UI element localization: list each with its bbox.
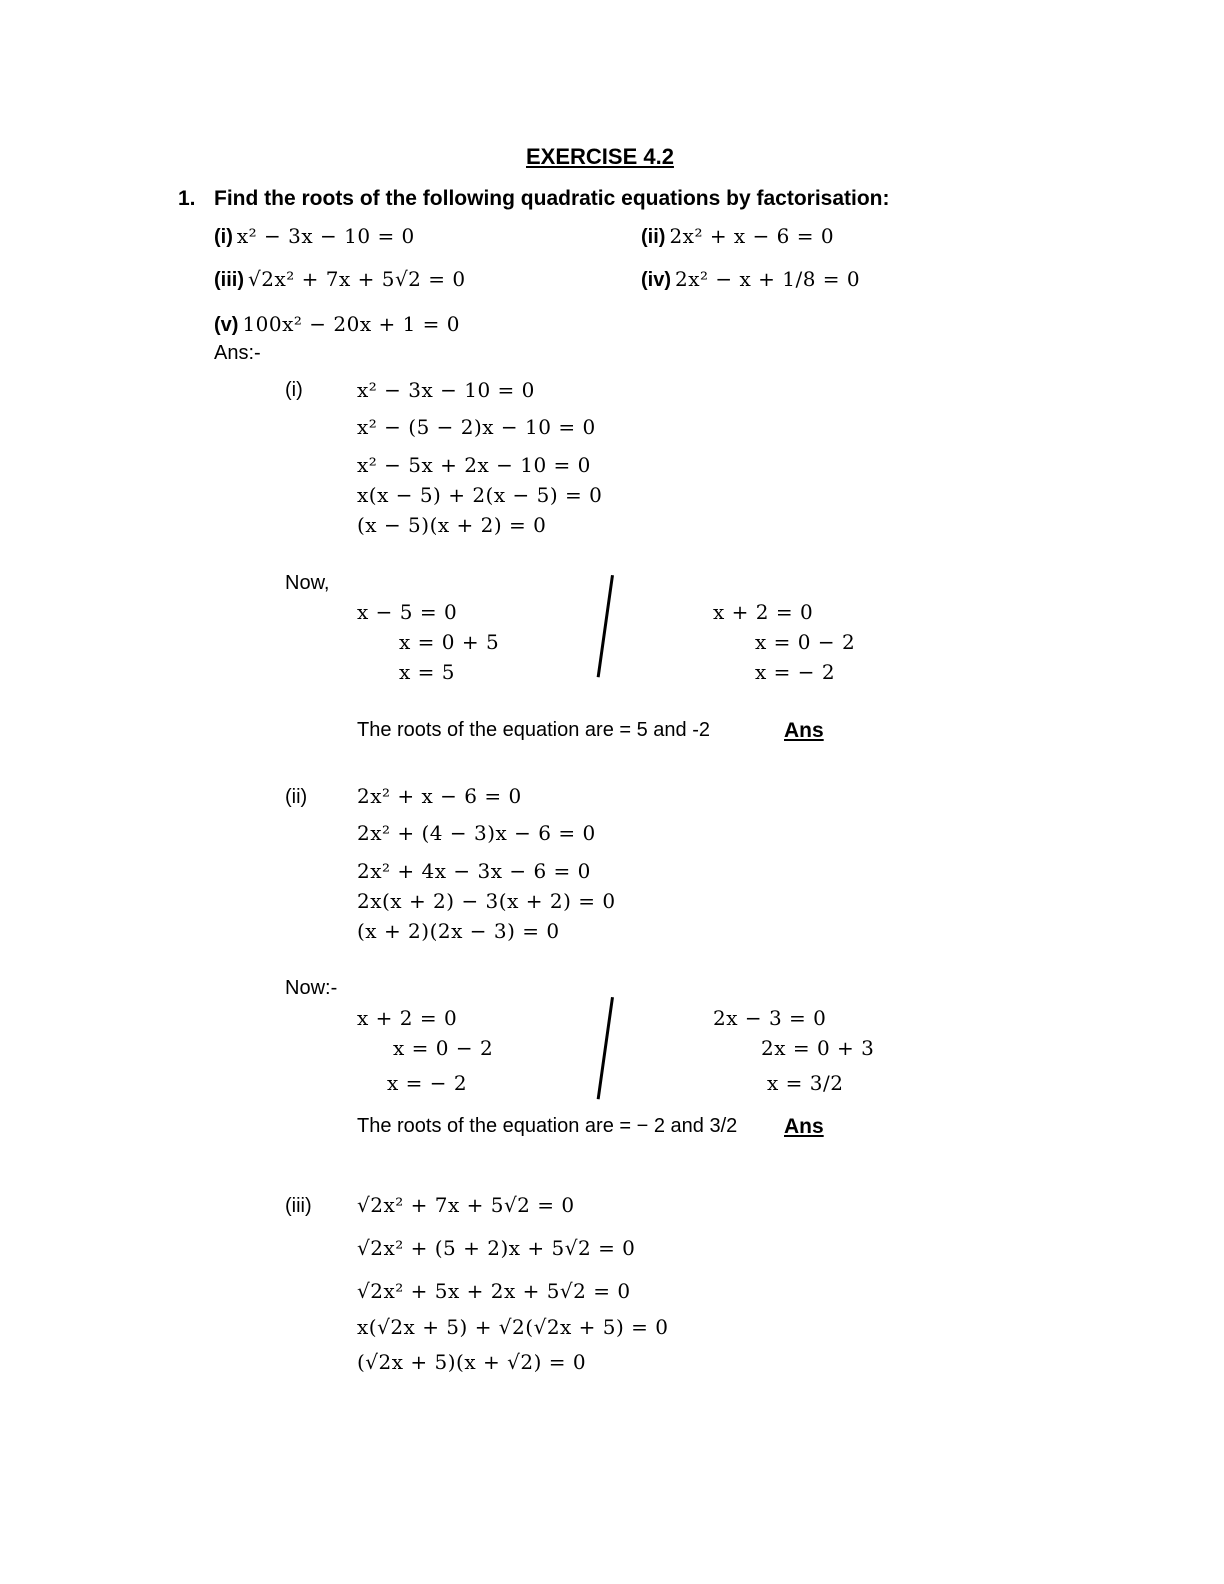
- solution-ii-step-4: 2x(x + 2) − 3(x + 2) = 0: [357, 889, 616, 913]
- question-text: Find the roots of the following quadratic equations by factorisation:: [214, 187, 890, 210]
- solution-i-conclusion: The roots of the equation are = 5 and -2: [357, 719, 711, 741]
- solution-ii-step-3: 2x² + 4x − 3x − 6 = 0: [357, 859, 591, 883]
- solution-i-right-2: x = 0 − 2: [755, 630, 856, 654]
- solution-i-right-3: x = − 2: [755, 660, 836, 684]
- question-number: 1.: [178, 187, 196, 210]
- solution-ii-conclusion: The roots of the equation are = − 2 and 3/2: [357, 1115, 738, 1137]
- solution-i-step-5: (x − 5)(x + 2) = 0: [357, 513, 547, 537]
- solution-i-divider: [597, 575, 614, 677]
- solution-i-step-1: x² − 3x − 10 = 0: [357, 378, 535, 402]
- solution-ii-step-2: 2x² + (4 − 3)x − 6 = 0: [357, 821, 596, 845]
- solution-iii-step-5: (√2x + 5)(x + √2) = 0: [357, 1350, 587, 1374]
- question-part-i: [214, 224, 415, 249]
- question-part-iv: [641, 267, 860, 292]
- solution-i-right-1: x + 2 = 0: [713, 600, 814, 624]
- part-label: (i): [214, 226, 233, 248]
- solution-iii-step-4: x(√2x + 5) + √2(√2x + 5) = 0: [357, 1315, 669, 1339]
- solution-ii-divider: [597, 997, 614, 1099]
- solution-ii-now-label: Now:-: [285, 977, 338, 999]
- question-part-iii: [214, 267, 466, 292]
- part-label: (v): [214, 314, 239, 336]
- solution-ii-step-5: (x + 2)(2x − 3) = 0: [357, 919, 560, 943]
- solution-i-step-3: x² − 5x + 2x − 10 = 0: [357, 453, 591, 477]
- solution-i-label: (i): [285, 379, 303, 401]
- solution-ii-left-2: x = 0 − 2: [393, 1036, 494, 1060]
- solution-ii-right-1: 2x − 3 = 0: [713, 1006, 827, 1030]
- solution-ii-step-1: 2x² + x − 6 = 0: [357, 784, 522, 808]
- solution-i-left-3: x = 5: [399, 660, 455, 684]
- equation: 100x² − 20x + 1 = 0: [242, 312, 461, 336]
- solution-ii-left-3: x = − 2: [387, 1071, 468, 1095]
- solution-i-left-2: x = 0 + 5: [399, 630, 500, 654]
- solution-ii-right-2: 2x = 0 + 3: [761, 1036, 875, 1060]
- solution-i-now-label: Now,: [285, 572, 330, 594]
- equation: 2x² + x − 6 = 0: [669, 224, 835, 248]
- solution-i-left-1: x − 5 = 0: [357, 600, 458, 624]
- solution-ii-ans: Ans: [784, 1115, 824, 1138]
- part-label: (ii): [641, 226, 666, 248]
- question-part-v: [214, 312, 460, 337]
- solution-i-ans: Ans: [784, 719, 824, 742]
- solution-iii-step-1: √2x² + 7x + 5√2 = 0: [357, 1193, 575, 1217]
- equation: 2x² − x + 1/8 = 0: [675, 267, 861, 291]
- solution-iii-step-2: √2x² + (5 + 2)x + 5√2 = 0: [357, 1236, 636, 1260]
- solution-ii-label: (ii): [285, 786, 308, 808]
- solution-iii-label: (iii): [285, 1195, 312, 1217]
- solution-ii-right-3: x = 3/2: [767, 1071, 844, 1095]
- part-label: (iv): [641, 269, 671, 291]
- part-label: (iii): [214, 269, 244, 291]
- equation: x² − 3x − 10 = 0: [236, 224, 415, 248]
- solution-ii-left-1: x + 2 = 0: [357, 1006, 458, 1030]
- answer-label: Ans:-: [214, 342, 261, 364]
- solution-i-step-2: x² − (5 − 2)x − 10 = 0: [357, 415, 596, 439]
- solution-iii-step-3: √2x² + 5x + 2x + 5√2 = 0: [357, 1279, 631, 1303]
- equation: √2x² + 7x + 5√2 = 0: [248, 267, 466, 291]
- question-part-ii: [641, 224, 834, 249]
- page-title: EXERCISE 4.2: [526, 144, 674, 169]
- solution-i-step-4: x(x − 5) + 2(x − 5) = 0: [357, 483, 603, 507]
